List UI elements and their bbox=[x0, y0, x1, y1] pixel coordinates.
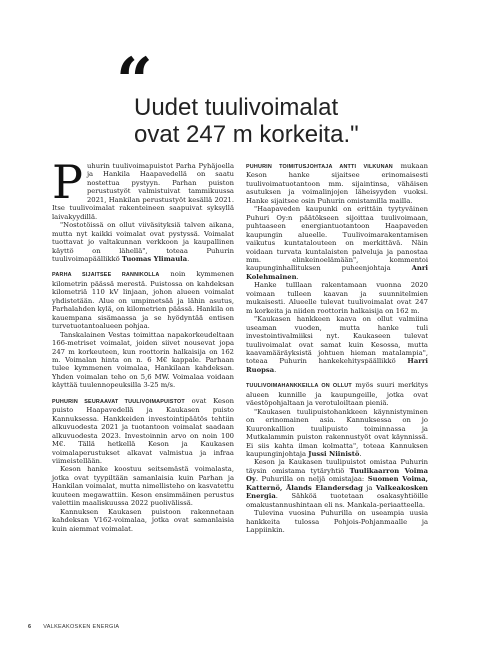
paragraph bbox=[52, 155, 234, 221]
paragraph-text: "Kaukasen hankkeen kaava on ollut valmiina useaman vuoden, mutta hanke tuli investointivalmiiksi nyt. Kaukaseen tulevat tuulivoimalat ovat samat kuin Kesossa, mutta kaavamääräyksistä johtuen hieman matalampia", toteaa Puhurin hankekehityspäällikkö bbox=[246, 315, 428, 366]
publication-name: VALKEAKOSKEN ENERGIA bbox=[43, 624, 120, 630]
company-name: Suomen Voima, Katternö, Ålands Elandersdag bbox=[246, 475, 429, 492]
paragraph-lead: TUULIVOIMAHANKKEILLA ON OLLUT bbox=[246, 383, 352, 390]
paragraph-text: "Nostotöissä on ollut viiväsityksiä talven aikana, mutta nyt kaikki voimalat ovat pystyssä. Voimalat tuottavat jo valtakunnan verkkoon ja kaupallinen käyttö on lähellä", toteaa Puhurin tuulivoimapäällikkö bbox=[52, 221, 234, 263]
paragraph-lead: PARHA SIJAITSEE RANNIKOLLA bbox=[52, 272, 160, 279]
paragraph bbox=[52, 331, 234, 390]
paragraph-text: . Puhurilla on neljä omistajaa: bbox=[255, 475, 368, 484]
paragraph-text: . bbox=[296, 272, 299, 281]
quote-mark: “ bbox=[116, 44, 147, 119]
person-name: Tuomas Ylimaula bbox=[121, 254, 188, 263]
paragraph-lead: PUHURIN SEURAAVAT TUULIVOIMAPUISTOT bbox=[52, 398, 185, 405]
paragraph bbox=[52, 465, 234, 507]
paragraph bbox=[246, 315, 428, 374]
person-name: Anri Kolehmainen bbox=[246, 264, 428, 281]
paragraph bbox=[246, 205, 428, 281]
drop-cap: P bbox=[52, 155, 83, 209]
article-headline bbox=[134, 94, 434, 148]
headline-line-1: Uudet tuulivoimalat bbox=[134, 94, 339, 122]
paragraph-text: ja bbox=[362, 483, 376, 492]
paragraph-text: . bbox=[359, 449, 362, 458]
paragraph-text: Kannuksen Kaukasen puistoon rakennetaan kahdeksan V162-voimalaa, jotka ovat samanlaisia kuin aiemmat voimalat. bbox=[52, 507, 234, 533]
right-column bbox=[246, 162, 428, 534]
paragraph bbox=[52, 221, 234, 263]
paragraph bbox=[246, 281, 428, 315]
person-name: Harri Ruopsa bbox=[246, 357, 428, 374]
headline-line-2: ovat 247 m korkeita." bbox=[134, 121, 359, 149]
paragraph-text: noin kymmenen kilometrin päässä merestä. Puistossa on kahdeksan kilometriä 110 kV linjaan, johon alueen voimalat yhdistetään. Alue on umpimetsää ja lähin asutus, Parhalahden kylä, on kilometrien päässä. Hankila on kauempana sisämaassa ja se hyödyntää entisen turvetuotantoalueen pohjaa. bbox=[52, 270, 234, 331]
paragraph bbox=[52, 270, 234, 330]
paragraph-text: Keson hanke koostuu seitsemästä voimalasta, jotka ovat tyypiltään samanlaisia kuin Parhan ja Hankilan voimalat, mutta nimellisteho on kasvatettu kuuteen megawattiin. Keson ensimmäinen perustus valettiin maaliskuussa 2022 puolivälissä. bbox=[52, 465, 234, 508]
paragraph-text: mukaan Keson hanke sijaitsee erinomaisesti tuulivoimatuotantoon mm. sijaintinsa, vähäisen asutuksen ja voimalinjojen läheisyyden vuoksi. Hanke sijaitsee osin Puhurin omistamilla mailla. bbox=[246, 162, 428, 205]
paragraph-text: Hanke tulllaan rakentamaan vuonna 2020 voimaan tulleen kaavan ja suunnitelmien mukaisesti. Alueelle tulevat tuulivoimalat ovat 247 m korkeita ja niiden roottorin halkaisija on 162 m. bbox=[246, 281, 428, 315]
person-name: Jussi Niinistö bbox=[308, 449, 360, 458]
paragraph-lead: PUHURIN TOIMITUSJOHTAJA ANTTI VILKUNAN bbox=[246, 164, 393, 170]
paragraph bbox=[246, 381, 428, 407]
paragraph-text: uhurin tuulivoimapuistot Parha Pyhäjoella ja Hankila Haapavedellä on saatu nostettua pystyyn. Parhan puiston perustustyöt valmistuivat tammikuussa 2021, Hankilan perustustyöt kesällä 2021. Itse tuulivoimalat rakenteineen saapuivat syksyllä laivakyydillä. bbox=[52, 162, 234, 221]
paragraph-text: . bbox=[187, 254, 190, 263]
paragraph-text: Tanskalainen Vestas toimittaa napakorkeudeltaan 166-metriset voimalat, joiden siivet nousevat jopa 247 m korkeuteen, kun roottorin halkaisija on 162 m. Voimalan hinta on n. 6 M€ kappale. Parhaan tulee kymmenen voimalaa, Hankilaan kahdeksan. Yhden voimalan teho on 5,6 MW. Voimalaa voidaan käyttää tuulennopeuksilla 3-25 m/s. bbox=[52, 330, 234, 390]
paragraph-text: myös suuri merkitys alueen kunnille ja kaupungeille, jotka ovat väestöpohjaltaan ja verotuloiltaan pieniä. bbox=[246, 381, 428, 408]
page-number: 6 bbox=[28, 624, 32, 630]
paragraph bbox=[246, 509, 428, 534]
paragraph-text: Tulevina vuosina Puhurilla on useampia uusia hankkeita tulossa Pohjois-Pohjanmaalle ja Lappiinkin. bbox=[246, 509, 428, 535]
paragraph bbox=[246, 408, 428, 459]
paragraph-text: Keson ja Kaukasen tuulipuistot omistaa Puhurin täysin omistama tytäryhtiö bbox=[246, 458, 428, 475]
page-footer bbox=[28, 624, 119, 630]
paragraph bbox=[246, 162, 428, 205]
paragraph-text: "Kaukasen tuulipuistohankkeen käynnistyminen on erinomainen asia. Kannuksessa on jo Kuuronkallion tuulipuisto toiminnassa ja Mutkalammin puiston rakennustyöt ovat käynnissä. Ei siis kahta ilman kolmatta", toteaa Kannuksen kaupunginjohtaja bbox=[246, 407, 428, 458]
left-column bbox=[52, 155, 234, 533]
paragraph bbox=[52, 397, 234, 466]
paragraph bbox=[52, 508, 234, 533]
paragraph-text: . Sähköä tuotetaan osakasyhtiöille omakustannushintaan eli ns. Mankala-periaatteella. bbox=[246, 492, 428, 509]
paragraph-text: "Haapaveden kaupunki on erittäin tyytyväinen Puhuri Oy:n päätökseen sijoittaa tuulivoimaan, puhtaaseen energiantuotantoon Haapaveden kaupungin alueelle. Tuulivoimarakentamisen vaikutus kuntatalouteen on merkittävä. Näin voidaan turvata kuntalaisten palveluja ja panostaa mm. elinkeinoelämään", kommentoi kaupunginhallituksen puheenjohtaja bbox=[246, 205, 428, 273]
paragraph-text: ovat Keson puisto Haapavedellä ja Kaukasen puisto Kannuksessa. Hankkeiden investointipäätös tehtiin alkuvuodesta 2021 ja tuotantoon voimalat saadaan alkuvuodesta 2023. Investoinnin arvo on noin 100 M€. Tällä hetkellä Keson ja Kaukasen voimalaperustukset alkavat valmistua ja infraa viimeistellään. bbox=[52, 396, 234, 465]
paragraph-text: . bbox=[274, 365, 277, 374]
company-name: Tuulikaarron Voima Oy bbox=[246, 466, 428, 484]
company-name: Valkeakosken Energia bbox=[246, 483, 428, 501]
paragraph bbox=[246, 458, 428, 509]
